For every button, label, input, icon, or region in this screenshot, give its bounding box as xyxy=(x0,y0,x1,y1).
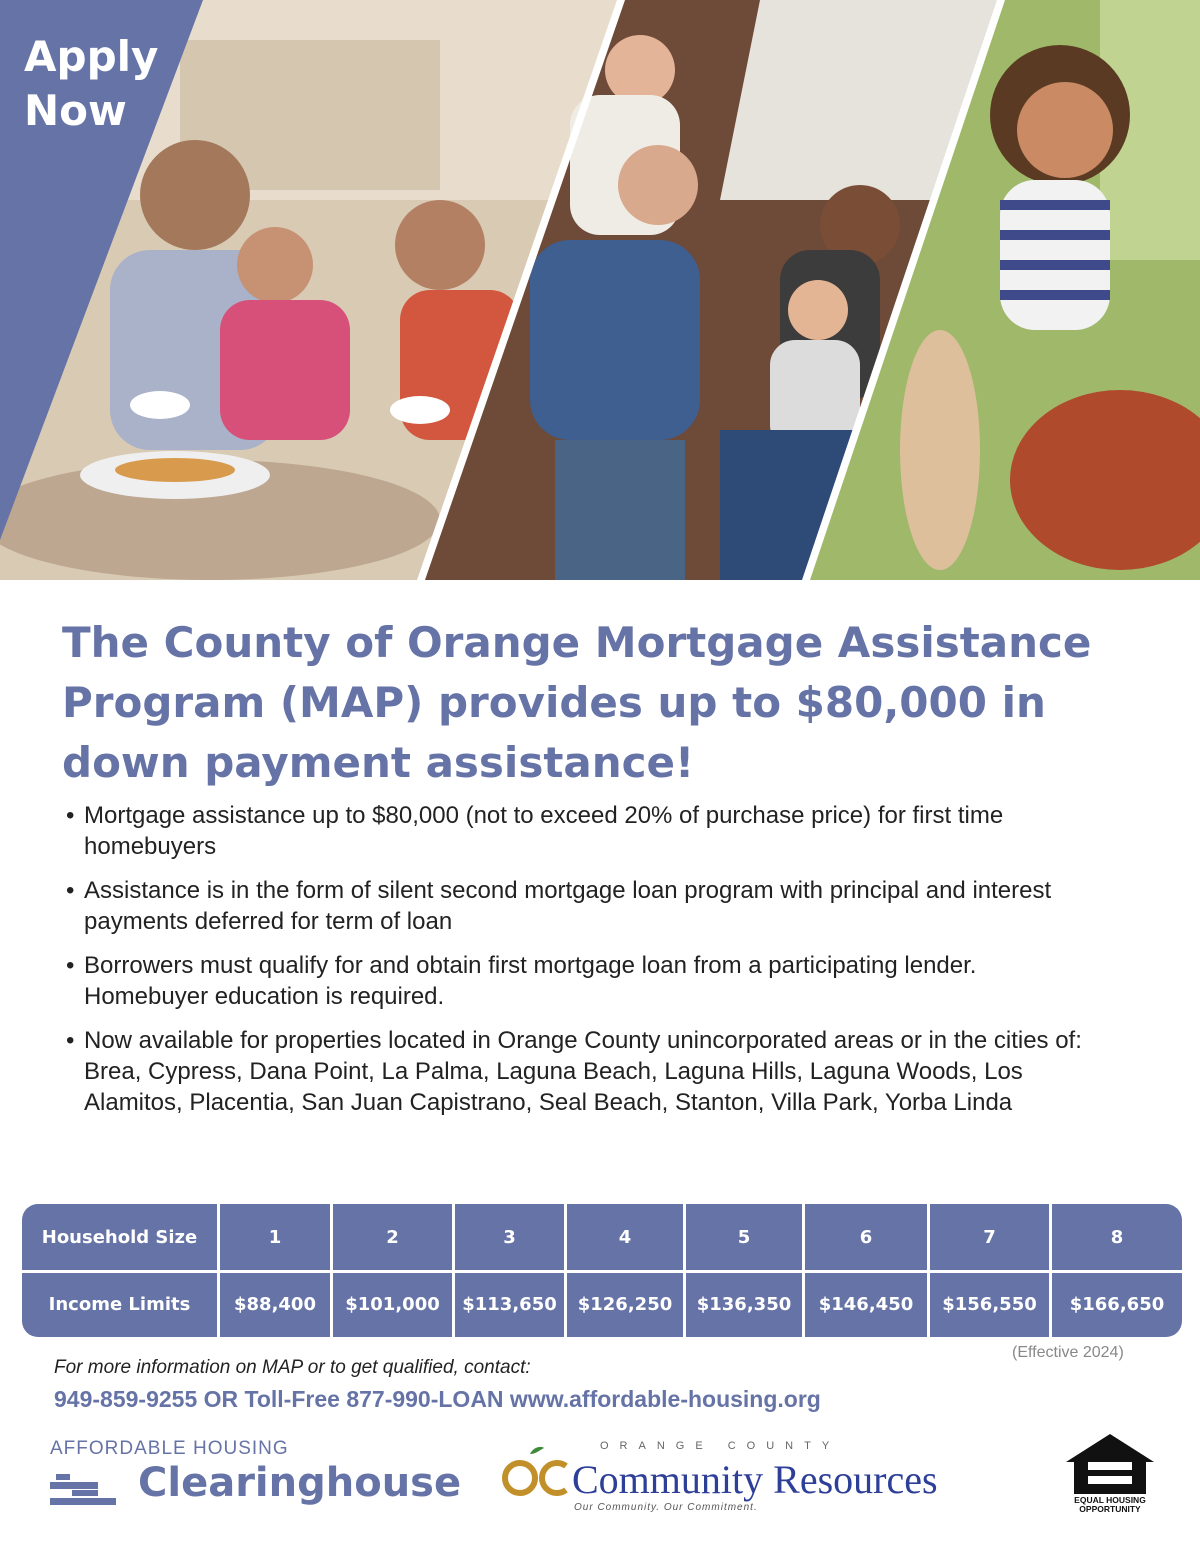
contact-line[interactable]: 949-859-9255 OR Toll-Free 877-990-LOAN www.affordable-housing.org xyxy=(54,1386,821,1412)
equal-housing-opportunity-logo xyxy=(1064,1432,1156,1528)
oc-logo-small-text: ORANGE COUNTY xyxy=(600,1440,841,1452)
page-title: The County of Orange Mortgage Assistance Program (MAP) provides up to $80,000 in down payment assistance! xyxy=(62,618,1092,787)
ahc-logo-top-text: AFFORDABLE HOUSING xyxy=(50,1438,289,1459)
table-row-income-limits xyxy=(22,1271,1182,1337)
table-cell: 1 xyxy=(220,1204,333,1270)
oc-leaf-icon xyxy=(500,1446,574,1500)
table-cell: 3 xyxy=(455,1204,567,1270)
affordable-housing-clearinghouse-logo xyxy=(50,1438,470,1518)
table-cell: 4 xyxy=(567,1204,686,1270)
table-header-income-limits: Income Limits xyxy=(22,1271,220,1337)
oc-community-resources-logo xyxy=(500,1440,1020,1520)
table-cell: $166,650 xyxy=(1069,1293,1165,1315)
effective-date: (Effective 2024) xyxy=(1012,1344,1124,1361)
table-cell: 2 xyxy=(333,1204,455,1270)
table-header-household-size: Household Size xyxy=(22,1204,220,1270)
table-cell: $156,550 xyxy=(930,1271,1052,1337)
ahc-logo-main-text: Clearinghouse xyxy=(138,1460,462,1506)
income-limits-table xyxy=(22,1204,1182,1337)
list-item: • Assistance is in the form of silent second mortgage loan program with principal and interest payments deferred for term of loan xyxy=(64,875,1104,937)
apply-line-1: Apply xyxy=(24,32,159,81)
apply-line-2: Now xyxy=(24,86,127,135)
table-cell: 5 xyxy=(686,1204,805,1270)
list-item: • Borrowers must qualify for and obtain first mortgage loan from a participating lender. Homebuyer education is required. xyxy=(64,950,1104,1012)
contact-lead: For more information on MAP or to get qualified, contact: xyxy=(54,1357,531,1378)
table-cell: 7 xyxy=(930,1204,1052,1270)
equal-housing-icon xyxy=(1064,1432,1156,1496)
house-icon xyxy=(50,1468,120,1508)
oc-logo-main-text: Community Resources xyxy=(572,1457,938,1502)
table-cell: $88,400 xyxy=(220,1271,333,1337)
apply-now-label[interactable] xyxy=(24,30,158,138)
table-cell: $101,000 xyxy=(333,1271,455,1337)
table-cell: $126,250 xyxy=(567,1271,686,1337)
list-item: • Mortgage assistance up to $80,000 (not to exceed 20% of purchase price) for first time homebuyers xyxy=(64,800,1104,862)
table-cell: $136,350 xyxy=(686,1271,805,1337)
table-row-household-size xyxy=(22,1204,1182,1270)
hero-banner xyxy=(0,0,1200,580)
oc-logo-tagline: Our Community. Our Commitment. xyxy=(574,1502,758,1513)
eho-logo-text: EQUAL HOUSING OPPORTUNITY xyxy=(1074,1495,1146,1514)
hero-photo-collage xyxy=(0,0,1200,580)
table-cell: $146,450 xyxy=(805,1271,930,1337)
table-cell: 6 xyxy=(805,1204,930,1270)
table-cell: $113,650 xyxy=(455,1271,567,1337)
list-item: • Now available for properties located in Orange County unincorporated areas or in the cities of: Brea, Cypress, Dana Point, La Palma, Laguna Beach, Laguna Hills, Laguna Woods, Los Alamitos, Placentia, San Juan Capistrano, Seal Beach, Stanton, Villa Park, Yorba Linda xyxy=(64,1025,1104,1118)
benefit-list xyxy=(64,800,1104,1131)
table-cell: 8 xyxy=(1110,1226,1124,1248)
